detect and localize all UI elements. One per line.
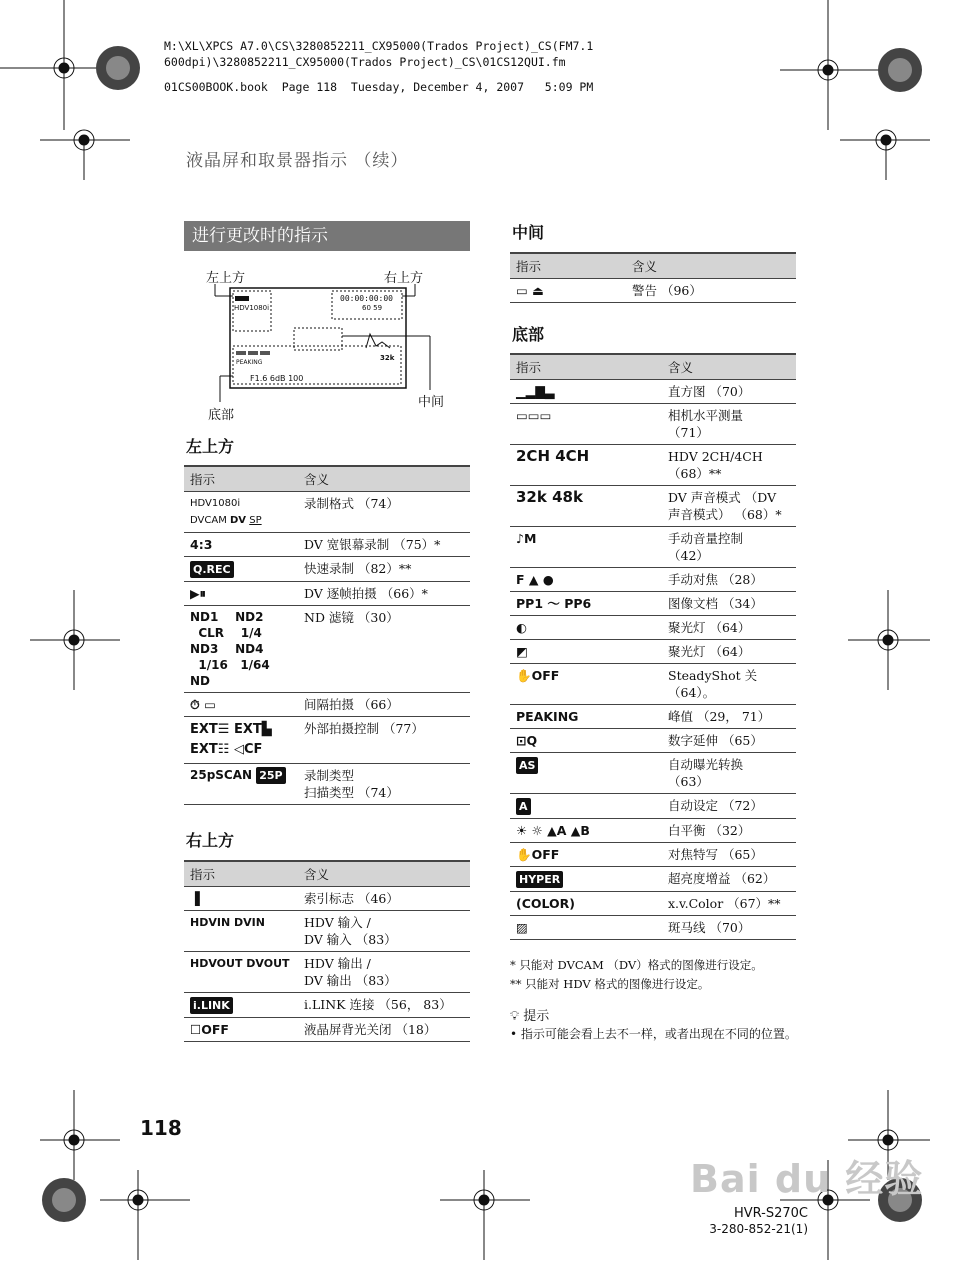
middle-heading: 中间 xyxy=(512,223,545,242)
indicator-hdv-out: HDVOUT DVOUT xyxy=(184,952,298,993)
meaning: DV 逐帧拍摄 （66）* xyxy=(298,582,470,606)
table-row xyxy=(510,664,796,705)
table-row xyxy=(510,819,796,843)
table-row xyxy=(510,753,796,794)
meaning: HDV 输入 / DV 输入 （83） xyxy=(298,911,470,952)
table-row xyxy=(510,916,796,940)
meaning: 数字延伸 （65） xyxy=(662,729,796,753)
table-row xyxy=(510,892,796,916)
indicator-interval: ⏱ ▭ xyxy=(184,693,298,717)
table-row xyxy=(510,867,796,892)
indicator-recording-format: HDV1080i DVCAM DV SP xyxy=(184,492,298,533)
bottom-table xyxy=(510,353,796,940)
right-top-table xyxy=(184,860,470,1042)
table-row xyxy=(510,592,796,616)
meaning: 峰值 （29， 71） xyxy=(662,705,796,729)
table-row xyxy=(184,693,470,717)
indicator-spotlight-2: ◩ xyxy=(510,640,662,664)
indicator-audio-mode: 32k 48k xyxy=(510,486,662,527)
table-row xyxy=(184,911,470,952)
table-row xyxy=(184,1018,470,1042)
table-row xyxy=(510,279,796,303)
header-book-info: 01CS00BOOK.book Page 118 Tuesday, December 4, 2007 5:09 PM xyxy=(164,80,594,94)
meaning: 手动对焦 （28） xyxy=(662,568,796,592)
footnote-1: * 只能对 DVCAM （DV）格式的图像进行设定。 xyxy=(510,958,763,972)
tip-heading: 💡︎ 提示 xyxy=(510,1009,550,1024)
meaning: ND 滤镜 （30） xyxy=(298,606,470,693)
screen-diagram xyxy=(190,264,480,424)
part-number: 3-280-852-21(1) xyxy=(709,1222,808,1236)
diagram-timecode: 00:00:00:00 xyxy=(340,294,393,303)
left-top-table xyxy=(184,465,470,805)
label-middle: 中间 xyxy=(418,395,445,410)
diagram-counter: 60 59 xyxy=(362,304,383,312)
meaning: 外部拍摄控制 （77） xyxy=(298,717,470,764)
left-top-heading: 左上方 xyxy=(186,437,235,456)
table-row xyxy=(184,887,470,911)
table-row xyxy=(184,582,470,606)
indicator-frame-rec: ▶⏸ xyxy=(184,582,298,606)
indicator-histogram: ▁▂▇▃ xyxy=(510,380,662,404)
col-meaning: 含义 xyxy=(298,466,470,492)
page-title: 液晶屏和取景器指示 （续） xyxy=(186,151,409,171)
indicator-backlight-off: ☐OFF xyxy=(184,1018,298,1042)
table-row xyxy=(510,486,796,527)
table-row xyxy=(510,380,796,404)
watermark: Bai du 经验 xyxy=(690,1157,924,1201)
diagram-audio: 32k xyxy=(380,354,395,362)
table-row xyxy=(184,606,470,693)
indicator-digital-extender: ⊡Q xyxy=(510,729,662,753)
indicator-picture-profile: PP1 ～ PP6 xyxy=(510,592,662,616)
indicator-spotlight: ◐ xyxy=(510,616,662,640)
footnotes xyxy=(510,956,763,994)
meaning: 对焦特写 （65） xyxy=(662,843,796,867)
table-row xyxy=(510,568,796,592)
table-row xyxy=(510,729,796,753)
meaning: 自动设定 （72） xyxy=(662,794,796,819)
meaning: 快速录制 （82）** xyxy=(298,557,470,582)
right-top-heading: 右上方 xyxy=(186,831,235,850)
table-row xyxy=(510,616,796,640)
indicator-qrec: Q.REC xyxy=(184,557,298,582)
table-row xyxy=(510,843,796,867)
table-row xyxy=(184,764,470,805)
indicator-ilink: i.LINK xyxy=(184,993,298,1018)
page-number: 118 xyxy=(140,1116,182,1140)
table-row xyxy=(184,717,470,764)
meaning: 手动音量控制 （42） xyxy=(662,527,796,568)
label-bottom: 底部 xyxy=(208,408,235,423)
indicator-xvcolor: (COLOR) xyxy=(510,892,662,916)
indicator-hyper-gain: HYPER xyxy=(510,867,662,892)
indicator-white-balance: ☀ ☼ ▲A ▲B xyxy=(510,819,662,843)
meaning: 自动曝光转换 （63） xyxy=(662,753,796,794)
indicator-nd-filter: ND1 ND2 CLR 1/4 ND3 ND4 1/16 1/64 ND xyxy=(184,606,298,693)
model-name: HVR-S270C xyxy=(733,1206,808,1221)
indicator-steadyshot-off: ✋OFF xyxy=(510,664,662,705)
table-row xyxy=(184,533,470,557)
path-line-1: M:\XL\XPCS A7.0\CS\3280852211_CX95000(Trados Project)_CS(FM7.1 xyxy=(164,39,594,53)
header-file-path xyxy=(164,38,593,70)
meaning: DV 宽银幕录制 （75）* xyxy=(298,533,470,557)
table-row xyxy=(510,705,796,729)
indicator-zebra: ▨ xyxy=(510,916,662,940)
col-indicator: 指示 xyxy=(510,354,662,380)
tip-body: • 指示可能会看上去不一样，或者出现在不同的位置。 xyxy=(510,1027,797,1041)
meaning: 图像文档 （34） xyxy=(662,592,796,616)
col-meaning: 含义 xyxy=(662,354,796,380)
meaning: 白平衡 （32） xyxy=(662,819,796,843)
meaning: 超亮度增益 （62） xyxy=(662,867,796,892)
indicator-channels: 2CH 4CH xyxy=(510,445,662,486)
col-indicator: 指示 xyxy=(510,253,626,279)
meaning: DV 声音模式 （DV 声音模式） （68）* xyxy=(662,486,796,527)
indicator-peaking: PEAKING xyxy=(510,705,662,729)
meaning: HDV 2CH/4CH （68）** xyxy=(662,445,796,486)
indicator-ext: EXT☰ EXT▙ EXT☷ ◁CF xyxy=(184,717,298,764)
table-row xyxy=(184,557,470,582)
meaning: 斑马线 （70） xyxy=(662,916,796,940)
path-line-2: 600dpi)\3280852211_CX95000(Trados Project)_CS\01CS12QUI.fm xyxy=(164,55,566,69)
indicator-warning: ▭ ⏏ xyxy=(510,279,626,303)
meaning: HDV 输出 / DV 输出 （83） xyxy=(298,952,470,993)
table-row xyxy=(510,445,796,486)
indicator-auto-setting: A xyxy=(510,794,662,819)
indicator-manual-focus: F ▲ ● xyxy=(510,568,662,592)
meaning: 直方图 （70） xyxy=(662,380,796,404)
table-row xyxy=(510,404,796,445)
meaning: x.v.Color （67）** xyxy=(662,892,796,916)
diagram-peaking: PEAKING xyxy=(236,359,263,366)
meaning: 液晶屏背光关闭 （18） xyxy=(298,1018,470,1042)
table-row xyxy=(510,640,796,664)
table-row xyxy=(184,952,470,993)
diagram-hdv: HDV1080i xyxy=(234,304,270,312)
indicator-level: ▭▭▭ xyxy=(510,404,662,445)
table-row xyxy=(510,527,796,568)
col-indicator: 指示 xyxy=(184,861,298,887)
col-meaning: 含义 xyxy=(298,861,470,887)
indicator-wide: 4:3 xyxy=(184,533,298,557)
middle-table xyxy=(510,252,796,303)
footnote-2: ** 只能对 HDV 格式的图像进行设定。 xyxy=(510,977,710,991)
meaning: 聚光灯 （64） xyxy=(662,616,796,640)
indicator-focus-macro: ✋OFF xyxy=(510,843,662,867)
meaning: 警告 （96） xyxy=(626,279,796,303)
col-indicator: 指示 xyxy=(184,466,298,492)
meaning: 间隔拍摄 （66） xyxy=(298,693,470,717)
diagram-bottom-values: F1.6 6dB 100 xyxy=(250,374,304,383)
col-meaning: 含义 xyxy=(626,253,796,279)
indicator-scan: 25pSCAN 25P xyxy=(184,764,298,805)
section-bar: 进行更改时的指示 xyxy=(184,221,470,251)
indicator-manual-volume: ♪M xyxy=(510,527,662,568)
meaning: i.LINK 连接 （56， 83） xyxy=(298,993,470,1018)
table-row xyxy=(184,993,470,1018)
meaning: 录制类型 扫描类型 （74） xyxy=(298,764,470,805)
indicator-hdv-in: HDVIN DVIN xyxy=(184,911,298,952)
lightbulb-icon: 💡︎ xyxy=(510,1009,520,1024)
indicator-auto-exposure: AS xyxy=(510,753,662,794)
meaning: SteadyShot 关 （64）。 xyxy=(662,664,796,705)
meaning: 索引标志 （46） xyxy=(298,887,470,911)
bottom-heading: 底部 xyxy=(512,325,545,344)
table-row xyxy=(510,794,796,819)
table-row xyxy=(184,492,470,533)
label-top-right: 右上方 xyxy=(384,271,424,286)
meaning: 录制格式 （74） xyxy=(298,492,470,533)
label-top-left: 左上方 xyxy=(206,271,246,286)
meaning: 相机水平测量 （71） xyxy=(662,404,796,445)
meaning: 聚光灯 （64） xyxy=(662,640,796,664)
indicator-index: ▐ xyxy=(184,887,298,911)
